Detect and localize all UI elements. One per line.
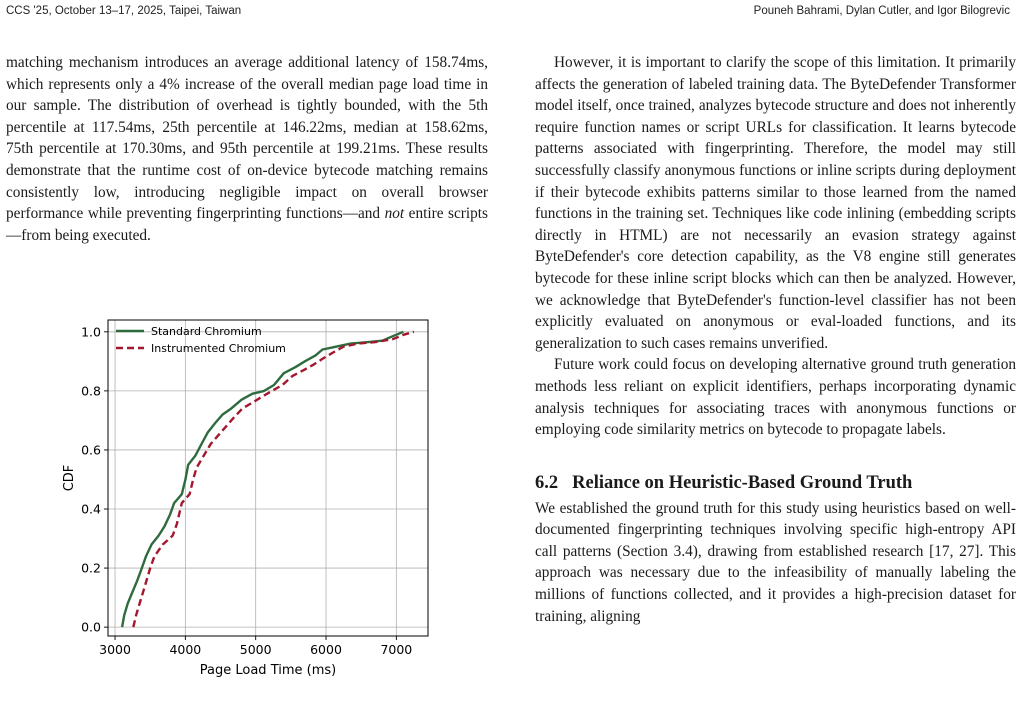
legend-label: Instrumented Chromium — [151, 342, 286, 355]
x-tick-label: 7000 — [380, 642, 413, 657]
y-tick-label: 0.4 — [81, 501, 101, 517]
left-paragraph — [6, 52, 488, 246]
left-paragraph-text-a: matching mechanism introduces an average additional latency of 158.74ms, which represents only a 4% increase of the overall median page load time in our sample. The distribution of overhead is tightly bounded, with the 5th percentile at 117.54ms, 25th percentile at 146.22ms, median at 158.62ms, 75th percentile at 170.30ms, and 95th percentile at 199.21ms. These results demonstrate that the runtime cost of on-device bytecode matching remains consistently low, introducing negligible impact on overall browser performance while preventing fingerprinting functions—and — [6, 54, 488, 223]
x-tick-label: 5000 — [239, 642, 272, 657]
cdf-chart — [55, 312, 445, 682]
x-tick-label: 6000 — [310, 642, 342, 657]
legend-label: Standard Chromium — [151, 325, 262, 338]
running-header — [6, 5, 1010, 21]
y-tick-label: 0.8 — [81, 383, 101, 399]
header-authors: Pouneh Bahrami, Dylan Cutler, and Igor Bilogrevic — [753, 5, 1010, 17]
section-title: Reliance on Heuristic-Based Ground Truth — [572, 472, 913, 493]
y-tick-label: 0.2 — [81, 560, 101, 576]
y-tick-label: 1.0 — [81, 324, 101, 340]
left-column — [6, 52, 488, 246]
series-line-standard-chromium — [122, 332, 403, 627]
left-paragraph-emphasis: not — [384, 205, 405, 223]
header-venue: CCS '25, October 13–17, 2025, Taipei, Taiwan — [6, 5, 242, 17]
x-tick-label: 4000 — [169, 642, 202, 657]
y-tick-label: 0.6 — [81, 442, 101, 458]
right-paragraph-3: We established the ground truth for this study using heuristics based on well-documented fingerprinting techniques involving specific high-entropy API call patterns (Section 3.4), drawing from established research [17, 27]. This approach was necessary due to the infeasibility of manually labeling the millions of functions collected, and it provides a high-precision dataset for training, aligning — [535, 499, 1016, 625]
y-axis-label: CDF — [62, 464, 77, 492]
x-axis-label: Page Load Time (ms) — [199, 663, 337, 678]
section-number: 6.2 — [535, 472, 559, 493]
left-paragraph-text-b: entire scripts—from being executed. — [6, 205, 488, 244]
series-line-instrumented-chromium — [133, 332, 414, 627]
plot-frame — [108, 320, 428, 636]
x-tick-label: 3000 — [99, 642, 131, 657]
right-paragraph-2: Future work could focus on developing alternative ground truth generation methods less reliant on explicit identifiers, perhaps incorporating dynamic analysis techniques for associating traces with anonymous functions or employing code similarity metrics on bytecode to propagate labels. — [535, 356, 1016, 439]
right-paragraph-1: However, it is important to clarify the scope of this limitation. It primarily affects the generation of labeled training data. The ByteDefender Transformer model itself, once trained, analyzes bytecode structure and does not inherently require function names or script URLs for classification. It learns bytecode patterns associated with fingerprinting. Therefore, the model may still successfully classify anonymous functions or inline scripts during deployment if their bytecode exhibits patterns similar to those learned from the named functions in the training set. Techniques like code inlining (embedding scripts directly in HTML) are not necessarily an evasion strategy against ByteDefender's core detection capability, as the V8 engine still generates bytecode for these inline script blocks which can then be analyzed. However, we acknowledge that ByteDefender's function-level classifier has not been explicitly evaluated on anonymous or eval-loaded functions, and its generalization to such cases remains unverified. — [535, 54, 1016, 352]
cdf-figure — [55, 312, 445, 682]
section-heading — [535, 471, 1016, 495]
y-tick-label: 0.0 — [81, 619, 101, 635]
right-column — [535, 52, 1016, 627]
